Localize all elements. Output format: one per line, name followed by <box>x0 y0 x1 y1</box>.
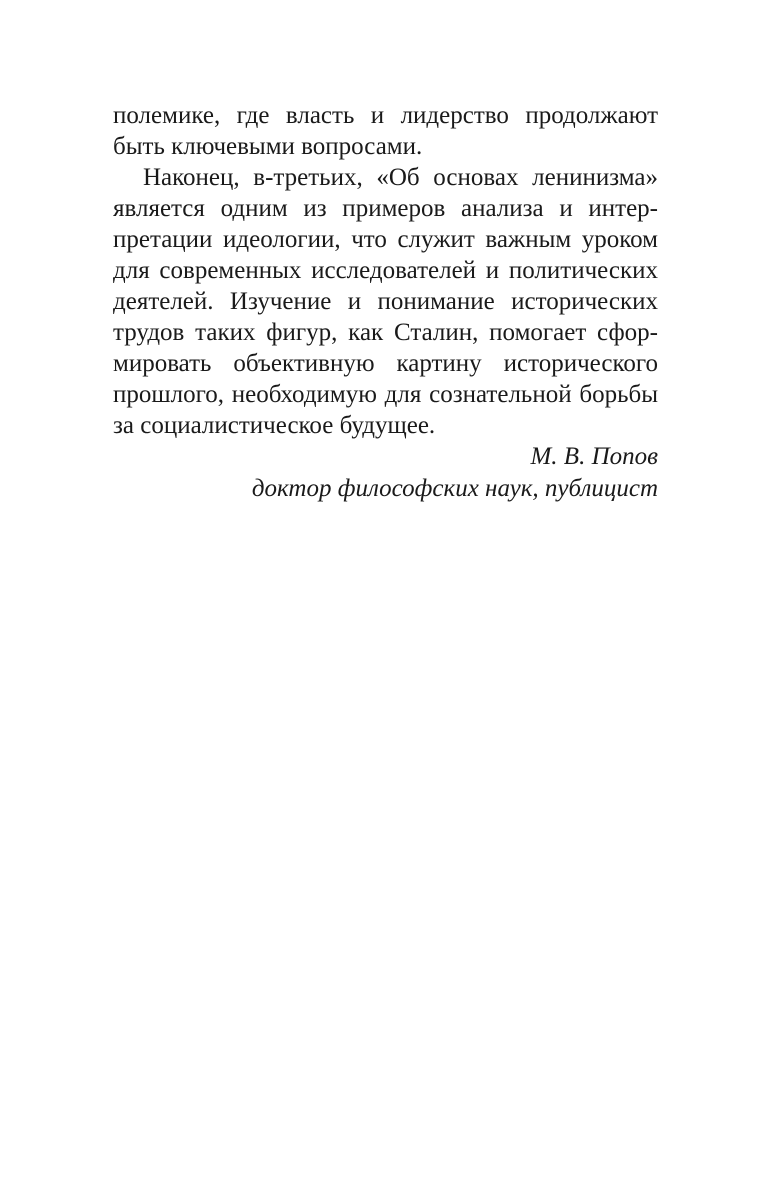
text-line: претации идеологии, что служит важным уроком <box>113 226 658 253</box>
text-line: деятелей. Изучение и понимание исторических <box>113 288 658 315</box>
text-line: полемике, где власть и лидерство продолжают <box>113 102 658 129</box>
text-line: прошлого, необходимую для сознательной борьбы <box>113 381 658 408</box>
author-title: доктор философских наук, публицист <box>251 475 658 502</box>
text-line: является одним из примеров анализа и интер- <box>113 195 658 222</box>
author-name: М. В. Попов <box>530 443 658 470</box>
text-line: для современных исследователей и политических <box>113 257 658 284</box>
text-line: за социалистическое будущее. <box>113 412 436 439</box>
text-line: мировать объективную картину исторического <box>113 350 658 377</box>
text-line: быть ключевыми вопросами. <box>113 133 423 160</box>
paragraph-first-line: Наконец, в-третьих, «Об основах ленинизма» <box>143 164 658 191</box>
text-line: трудов таких фигур, как Сталин, помогает сфор- <box>113 319 658 346</box>
body-text <box>113 100 658 505</box>
